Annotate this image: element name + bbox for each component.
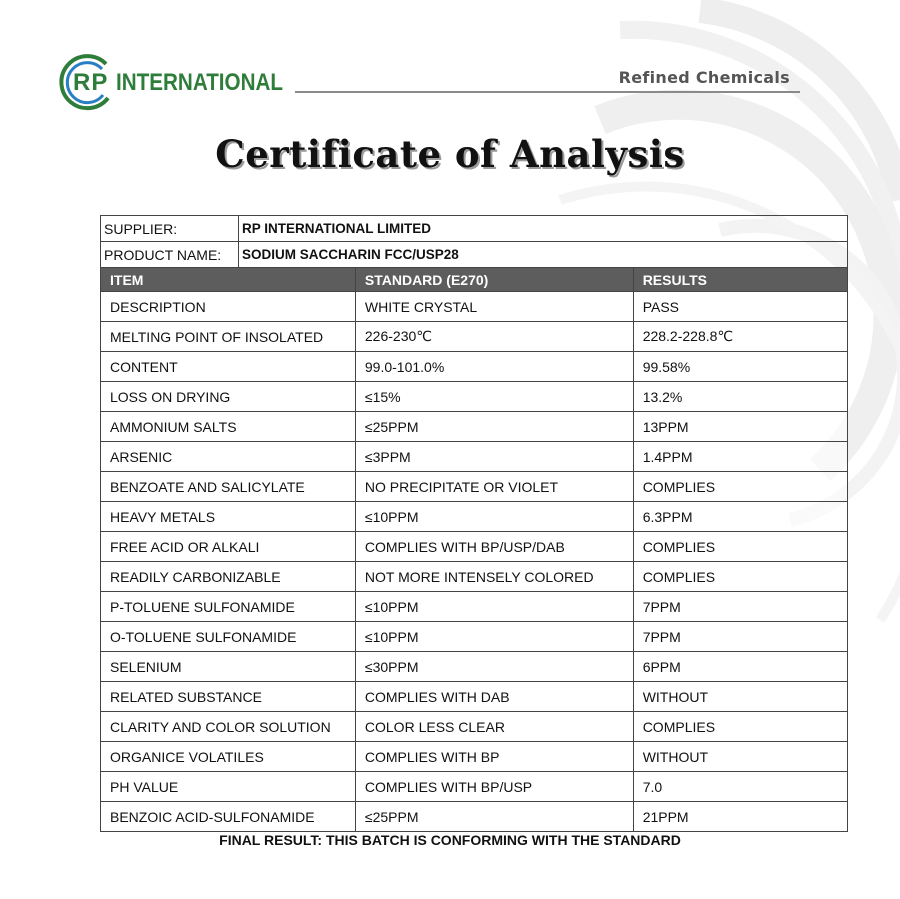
standard-cell: COMPLIES WITH DAB	[355, 682, 633, 712]
table-row	[101, 502, 848, 532]
item-cell: MELTING POINT OF INSOLATED	[101, 322, 356, 352]
table-row	[101, 412, 848, 442]
item-cell: RELATED SUBSTANCE	[101, 682, 356, 712]
standard-cell: ≤25PPM	[355, 412, 633, 442]
table-row	[101, 652, 848, 682]
standard-cell: 99.0-101.0%	[355, 352, 633, 382]
table-header-row	[101, 268, 848, 292]
result-cell: COMPLIES	[633, 472, 847, 502]
result-cell: 6.3PPM	[633, 502, 847, 532]
result-cell: 7PPM	[633, 622, 847, 652]
standard-cell: ≤25PPM	[355, 802, 633, 832]
product-row	[101, 242, 848, 268]
result-cell: COMPLIES	[633, 532, 847, 562]
table-row	[101, 772, 848, 802]
standard-cell: ≤10PPM	[355, 592, 633, 622]
table-row	[101, 352, 848, 382]
standard-cell: COMPLIES WITH BP	[355, 742, 633, 772]
item-cell: CONTENT	[101, 352, 356, 382]
result-cell: 21PPM	[633, 802, 847, 832]
table-row	[101, 532, 848, 562]
table-row	[101, 382, 848, 412]
logo-rp: RP	[73, 69, 109, 96]
result-cell: 13.2%	[633, 382, 847, 412]
supplier-row	[101, 216, 848, 242]
result-cell: COMPLIES	[633, 712, 847, 742]
standard-cell: ≤10PPM	[355, 622, 633, 652]
table-row	[101, 322, 848, 352]
standard-cell: ≤30PPM	[355, 652, 633, 682]
item-cell: FREE ACID OR ALKALI	[101, 532, 356, 562]
table-row	[101, 682, 848, 712]
result-cell: PASS	[633, 292, 847, 322]
standard-cell: ≤3PPM	[355, 442, 633, 472]
item-cell: BENZOIC ACID-SULFONAMIDE	[101, 802, 356, 832]
item-cell: PH VALUE	[101, 772, 356, 802]
item-cell: O-TOLUENE SULFONAMIDE	[101, 622, 356, 652]
page-header	[0, 0, 900, 110]
item-cell: READILY CARBONIZABLE	[101, 562, 356, 592]
item-cell: CLARITY AND COLOR SOLUTION	[101, 712, 356, 742]
column-header-item: ITEM	[101, 268, 356, 292]
standard-cell: NOT MORE INTENSELY COLORED	[355, 562, 633, 592]
table-row	[101, 622, 848, 652]
item-cell: ARSENIC	[101, 442, 356, 472]
header-divider	[295, 91, 800, 93]
table-row	[101, 562, 848, 592]
supplier-value: RP INTERNATIONAL LIMITED	[239, 216, 848, 242]
item-cell: ORGANICE VOLATILES	[101, 742, 356, 772]
table-row	[101, 712, 848, 742]
item-cell: P-TOLUENE SULFONAMIDE	[101, 592, 356, 622]
item-cell: LOSS ON DRYING	[101, 382, 356, 412]
standard-cell: COLOR LESS CLEAR	[355, 712, 633, 742]
item-cell: SELENIUM	[101, 652, 356, 682]
standard-cell: COMPLIES WITH BP/USP/DAB	[355, 532, 633, 562]
tagline: Refined Chemicals	[618, 68, 790, 87]
table-row	[101, 292, 848, 322]
page-title: Certificate of Analysis	[215, 132, 685, 176]
standard-cell: ≤15%	[355, 382, 633, 412]
item-cell: HEAVY METALS	[101, 502, 356, 532]
result-cell: WITHOUT	[633, 682, 847, 712]
logo-text: INTERNATIONAL	[116, 69, 284, 96]
table-row	[101, 592, 848, 622]
table-row	[101, 802, 848, 832]
table-row	[101, 442, 848, 472]
standard-cell: ≤10PPM	[355, 502, 633, 532]
column-header-results: RESULTS	[633, 268, 847, 292]
result-cell: COMPLIES	[633, 562, 847, 592]
result-cell: WITHOUT	[633, 742, 847, 772]
result-cell: 99.58%	[633, 352, 847, 382]
result-cell: 1.4PPM	[633, 442, 847, 472]
results-table	[100, 267, 848, 832]
table-row	[101, 472, 848, 502]
result-cell: 13PPM	[633, 412, 847, 442]
final-result: FINAL RESULT: THIS BATCH IS CONFORMING WITH THE STANDARD	[219, 832, 681, 848]
result-cell: 7.0	[633, 772, 847, 802]
supplier-label: SUPPLIER:	[101, 216, 239, 242]
column-header-standard: STANDARD (E270)	[355, 268, 633, 292]
standard-cell: WHITE CRYSTAL	[355, 292, 633, 322]
table-row	[101, 742, 848, 772]
standard-cell: 226-230℃	[355, 322, 633, 352]
info-table	[100, 215, 848, 268]
standard-cell: COMPLIES WITH BP/USP	[355, 772, 633, 802]
result-cell: 7PPM	[633, 592, 847, 622]
result-cell: 228.2-228.8℃	[633, 322, 847, 352]
item-cell: DESCRIPTION	[101, 292, 356, 322]
result-cell: 6PPM	[633, 652, 847, 682]
product-label: PRODUCT NAME:	[101, 242, 239, 268]
product-value: SODIUM SACCHARIN FCC/USP28	[239, 242, 848, 268]
item-cell: BENZOATE AND SALICYLATE	[101, 472, 356, 502]
standard-cell: NO PRECIPITATE OR VIOLET	[355, 472, 633, 502]
item-cell: AMMONIUM SALTS	[101, 412, 356, 442]
